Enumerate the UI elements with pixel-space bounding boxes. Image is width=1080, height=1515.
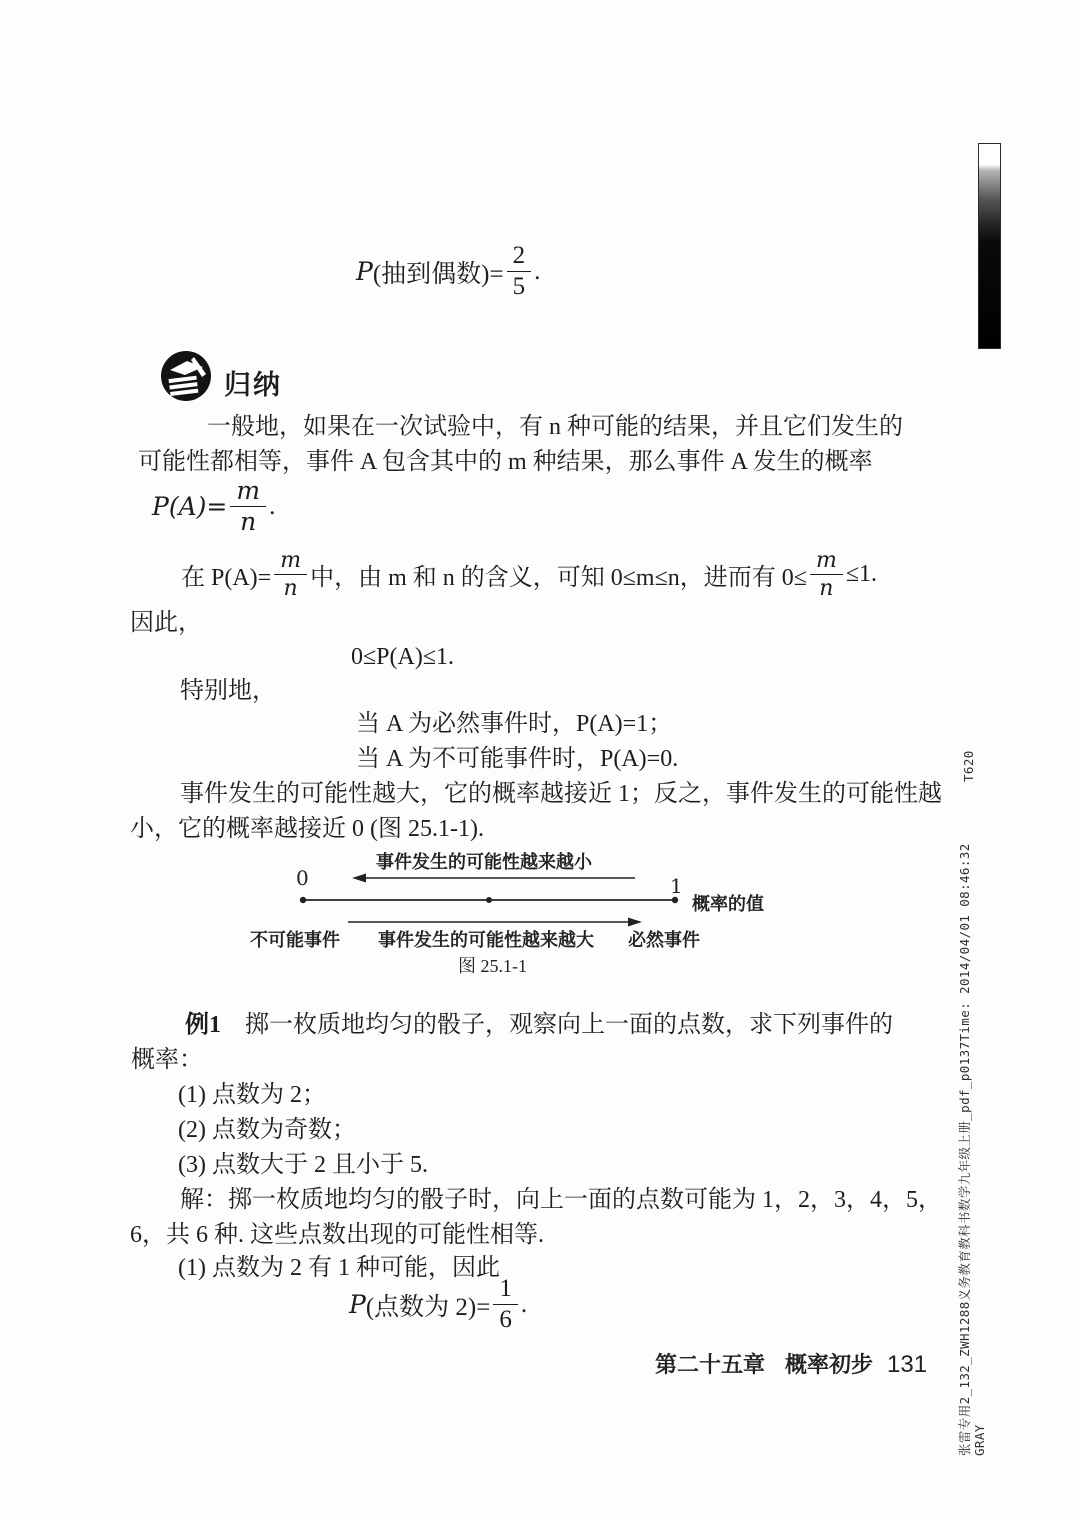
likelihood-line-1: 事件发生的可能性越大，它的概率越接近 1；反之，事件发生的可能性越 (180, 781, 942, 807)
summary-line-1: 一般地，如果在一次试验中，有 n 种可能的结果，并且它们发生的 (207, 414, 903, 440)
grayscale-calibration-bar (978, 143, 1001, 349)
fraction-denominator: n (240, 507, 257, 537)
fraction-numerator: m (810, 549, 843, 575)
special-case-impossible: 当 A 为不可能事件时，P(A)=0. (356, 746, 679, 772)
solution-line-1: 解：掷一枚质地均匀的骰子时，向上一面的点数可能为 1，2，3，4，5， (180, 1187, 942, 1213)
example-intro-line-2: 概率： (131, 1047, 203, 1073)
diagram-bottom-label: 事件发生的可能性越来越大 (378, 930, 594, 950)
likelihood-line-2: 小，它的概率越接近 0 (图 25.1-1). (130, 816, 484, 842)
example-tag: 例1 (185, 1012, 221, 1038)
formula-pa-mn (152, 478, 275, 536)
fraction-numerator: m (230, 478, 266, 507)
fraction (230, 478, 266, 536)
formula-even-probability (356, 243, 540, 301)
formula-lhs: (抽到偶数)= (372, 260, 504, 288)
example-item-3: (3) 点数大于 2 且小于 5. (178, 1152, 428, 1178)
range-seg-3: ≤1. (845, 561, 877, 588)
diagram-top-label: 事件发生的可能性越来越小 (376, 852, 592, 872)
formula-variable: P (349, 1290, 366, 1320)
margin-stamp-text: 张雷专用2_132_ZWH1288义务教育教科书数学九年级上册_pdf_p0137Time: 2014/04/01 08:46:32 (957, 843, 972, 1456)
range-seg-2: 中，由 m 和 n 的含义，可知 0≤m≤n，进而有 0≤ (310, 565, 807, 592)
fraction-denominator: n (283, 576, 298, 602)
diagram-caption: 图 25.1-1 (458, 956, 527, 976)
margin-stamp-block (957, 843, 987, 1456)
range-paragraph-line-2: 因此， (130, 610, 202, 636)
example-item-1: (1) 点数为 2； (178, 1082, 326, 1108)
special-intro: 特别地， (180, 678, 276, 704)
diagram-tick-one: 1 (670, 874, 683, 898)
book-badge-icon (158, 350, 216, 404)
range-paragraph-line-1 (181, 549, 877, 600)
formula-lhs: P(A)= (152, 492, 228, 522)
footer-chapter: 第二十五章 (655, 1352, 766, 1377)
example-intro-line-1 (185, 1008, 893, 1043)
fraction-numerator: 2 (507, 243, 532, 272)
diagram-axis-label: 概率的值 (692, 894, 764, 914)
formula-dice-probability (349, 1276, 527, 1334)
formula-period: . (520, 1290, 528, 1318)
summary-line-2: 可能性都相等，事件 A 包含其中的 m 种结果，那么事件 A 发生的概率 (138, 449, 873, 475)
fraction (493, 1276, 518, 1334)
diagram-left-label: 不可能事件 (250, 930, 340, 950)
fraction-numerator: m (274, 549, 307, 575)
example-intro-text: 掷一枚质地均匀的骰子，观察向上一面的点数，求下列事件的 (245, 1012, 893, 1038)
fraction-denominator: 6 (499, 1306, 512, 1334)
fraction-numerator: 1 (493, 1276, 518, 1305)
guina-heading: 归纳 (224, 370, 282, 400)
page-footer (655, 1348, 927, 1379)
margin-mode-label: GRAY (972, 1424, 987, 1456)
inline-fraction-1 (274, 549, 307, 600)
diagram-right-label: 必然事件 (628, 930, 700, 950)
margin-code: T620 (961, 750, 976, 782)
special-case-certain: 当 A 为必然事件时，P(A)=1； (356, 711, 673, 737)
inline-fraction-2 (810, 549, 843, 600)
solution-step-1: (1) 点数为 2 有 1 种可能，因此 (178, 1255, 500, 1281)
probability-line-diagram (230, 848, 810, 980)
fraction (507, 243, 532, 301)
example-item-2: (2) 点数为奇数； (178, 1117, 356, 1143)
formula-variable: P (356, 257, 373, 287)
formula-period: . (269, 492, 276, 520)
fraction-denominator: 5 (512, 273, 526, 301)
formula-probability-range: 0≤P(A)≤1. (351, 644, 455, 670)
guina-icon (158, 350, 216, 404)
solution-line-2: 6，共 6 种. 这些点数出现的可能性相等. (130, 1222, 544, 1248)
footer-section: 概率初步 (785, 1352, 874, 1377)
fraction-denominator: n (819, 576, 834, 602)
range-seg-1: 在 P(A)= (181, 565, 272, 592)
formula-lhs: (点数为 2)= (365, 1293, 491, 1321)
diagram-tick-zero: 0 (296, 866, 309, 890)
formula-period: . (534, 257, 541, 285)
footer-page-number: 131 (887, 1351, 928, 1378)
